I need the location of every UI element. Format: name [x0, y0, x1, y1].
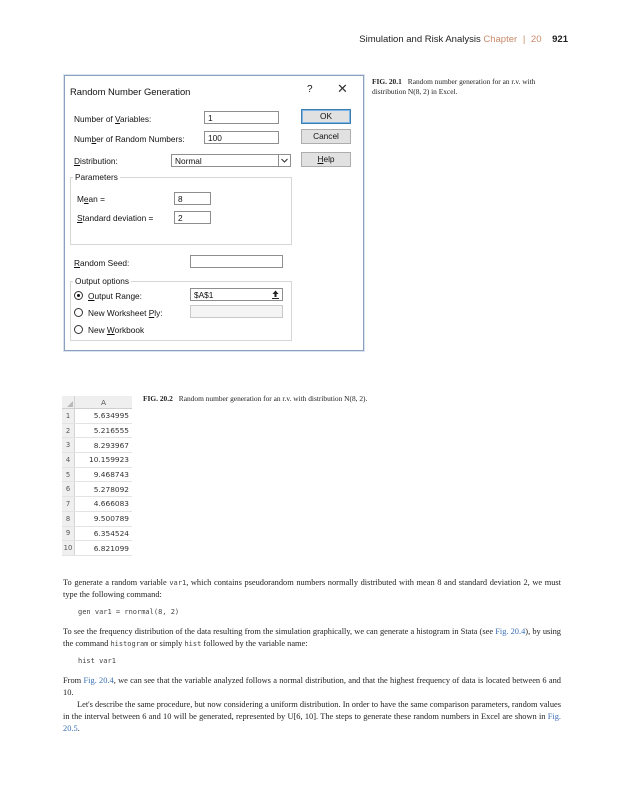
p2-text-b: ), by using the command: [63, 627, 561, 648]
page-number: 921: [552, 34, 568, 45]
spreadsheet: [62, 396, 132, 556]
header-title: Simulation and Risk Analysis: [359, 34, 481, 45]
chevron-down-icon[interactable]: [278, 155, 290, 166]
row-header[interactable]: 5: [62, 467, 75, 482]
ok-button[interactable]: OK: [301, 109, 351, 124]
command-2: hist var1: [78, 657, 116, 665]
fig-20-4-link[interactable]: Fig. 20.4: [495, 627, 526, 636]
paragraph-3: [63, 675, 561, 699]
fig1-label: FIG. 20.1: [372, 77, 402, 86]
row-header[interactable]: 6: [62, 482, 75, 497]
new-worksheet-label: New Worksheet Ply:: [88, 308, 163, 318]
row-header[interactable]: 4: [62, 453, 75, 468]
mean-input[interactable]: 8: [174, 192, 211, 205]
table-row: [62, 526, 132, 541]
table-row: [62, 511, 132, 526]
distribution-select-value: Normal: [175, 156, 202, 166]
row-header[interactable]: 9: [62, 526, 75, 541]
random-number-generation-dialog: [64, 75, 364, 351]
sd-label: Standard deviation =: [77, 213, 154, 223]
output-range-input[interactable]: [190, 288, 283, 301]
row-header[interactable]: 1: [62, 409, 75, 424]
row-header[interactable]: 3: [62, 438, 75, 453]
num-random-label: [74, 134, 185, 144]
row-header[interactable]: 7: [62, 497, 75, 512]
cancel-button[interactable]: Cancel: [301, 129, 351, 144]
p2-text-a: To see the frequency distribution of the data resulting from the simulation graphically, we can generate a histogram in Stata (see: [63, 627, 496, 636]
cell-value[interactable]: 8.293967: [75, 438, 133, 453]
parameters-title: Parameters: [75, 172, 118, 182]
row-header[interactable]: 2: [62, 423, 75, 438]
p4-text-b: .: [77, 724, 80, 733]
table-row: [62, 482, 132, 497]
row-header[interactable]: 8: [62, 511, 75, 526]
num-variables-input[interactable]: 1: [204, 111, 279, 124]
p1-text-a: To generate a random variable: [63, 578, 170, 587]
num-random-input[interactable]: 100: [204, 131, 279, 144]
p2-text-c: or simply: [148, 639, 185, 648]
p1-code: var1: [169, 579, 187, 587]
cell-value[interactable]: 5.216555: [75, 423, 133, 438]
p2-code-hist: hist: [184, 640, 202, 648]
num-random-label-text: Number of Random Numbers:: [74, 134, 185, 144]
fig2-caption: [143, 394, 443, 404]
new-workbook-label: New Workbook: [88, 325, 145, 335]
header-separator: |: [522, 34, 526, 45]
distribution-label-text: Distribution:: [74, 156, 118, 166]
dialog-title: Random Number Generation: [70, 86, 191, 97]
output-range-label: Output Range:: [88, 291, 142, 301]
p2-text-d: followed by the variable name:: [201, 639, 308, 648]
cell-value[interactable]: 9.500789: [75, 511, 133, 526]
fig1-caption: [372, 77, 568, 96]
p4-text-a: Let's describe the same procedure, but now considering a uniform distribution. In order to have the same comparison parameters, random values in the interval between 6 and 10 will be generated, represented by U[6, 10]. The steps to generate these random numbers in Excel are shown in: [63, 700, 561, 721]
cell-value[interactable]: 6.821099: [75, 541, 133, 556]
table-row: [62, 541, 132, 556]
fig-20-4-link-2[interactable]: Fig. 20.4: [83, 676, 114, 685]
p2-code-histogram: histogram: [110, 640, 149, 648]
header-chapter-number: 20: [530, 34, 542, 45]
cell-value[interactable]: 9.468743: [75, 467, 133, 482]
table-row: [62, 438, 132, 453]
output-range-radio[interactable]: [74, 291, 83, 300]
output-options-title: Output options: [75, 276, 129, 286]
header-chapter-label: Chapter: [483, 34, 518, 45]
new-worksheet-input[interactable]: [190, 305, 283, 318]
p1-text-b: , which contains pseudorandom numbers normally distributed with mean 8 and standard deviation 2, we must type the following command:: [63, 578, 561, 599]
help-button[interactable]: Help: [301, 152, 351, 167]
command-1: gen var1 = rnormal(8, 2): [78, 608, 180, 616]
sd-input[interactable]: 2: [174, 211, 211, 224]
fig2-caption-text: Random number generation for an r.v. with distribution N(8, 2).: [178, 394, 368, 403]
row-header[interactable]: 10: [62, 541, 75, 556]
fig2-label: FIG. 20.2: [143, 394, 173, 403]
cell-value[interactable]: 6.354524: [75, 526, 133, 541]
output-range-value: $A$1: [194, 290, 214, 300]
distribution-label: [74, 156, 118, 166]
table-row: [62, 409, 132, 424]
close-icon[interactable]: ✕: [337, 81, 348, 96]
column-header-a[interactable]: A: [75, 396, 133, 409]
paragraph-4: [63, 699, 561, 735]
table-row: [62, 423, 132, 438]
table-row: [62, 467, 132, 482]
paragraph-2: [63, 626, 561, 650]
cell-value[interactable]: 10.159923: [75, 453, 133, 468]
new-workbook-radio[interactable]: [74, 325, 83, 334]
running-header: [359, 34, 568, 45]
cell-value[interactable]: 5.278092: [75, 482, 133, 497]
fig-20-5-link[interactable]: Fig. 20.5: [63, 712, 561, 733]
cell-value[interactable]: 5.634995: [75, 409, 133, 424]
num-variables-label-text: Number of Variables:: [74, 114, 152, 124]
random-seed-label: Random Seed:: [74, 258, 130, 268]
table-row: [62, 453, 132, 468]
range-select-icon[interactable]: [271, 289, 280, 302]
num-variables-label: [74, 114, 151, 124]
paragraph-1: [63, 577, 561, 601]
distribution-select[interactable]: [171, 154, 291, 167]
mean-label: Mean =: [77, 194, 105, 204]
cell-value[interactable]: 4.666083: [75, 497, 133, 512]
select-all-corner[interactable]: [62, 396, 75, 409]
help-question-icon[interactable]: ?: [307, 84, 313, 95]
fig1-caption-text: Random number generation for an r.v. with distribution N(8, 2) in Excel.: [372, 77, 536, 96]
p3-text-a: From: [63, 676, 84, 685]
new-worksheet-radio[interactable]: [74, 308, 83, 317]
p3-text-b: , we can see that the variable analyzed follows a normal distribution, and that the highest frequency of data is located between 6 and 10.: [63, 676, 561, 697]
table-row: [62, 497, 132, 512]
random-seed-input[interactable]: [190, 255, 283, 268]
